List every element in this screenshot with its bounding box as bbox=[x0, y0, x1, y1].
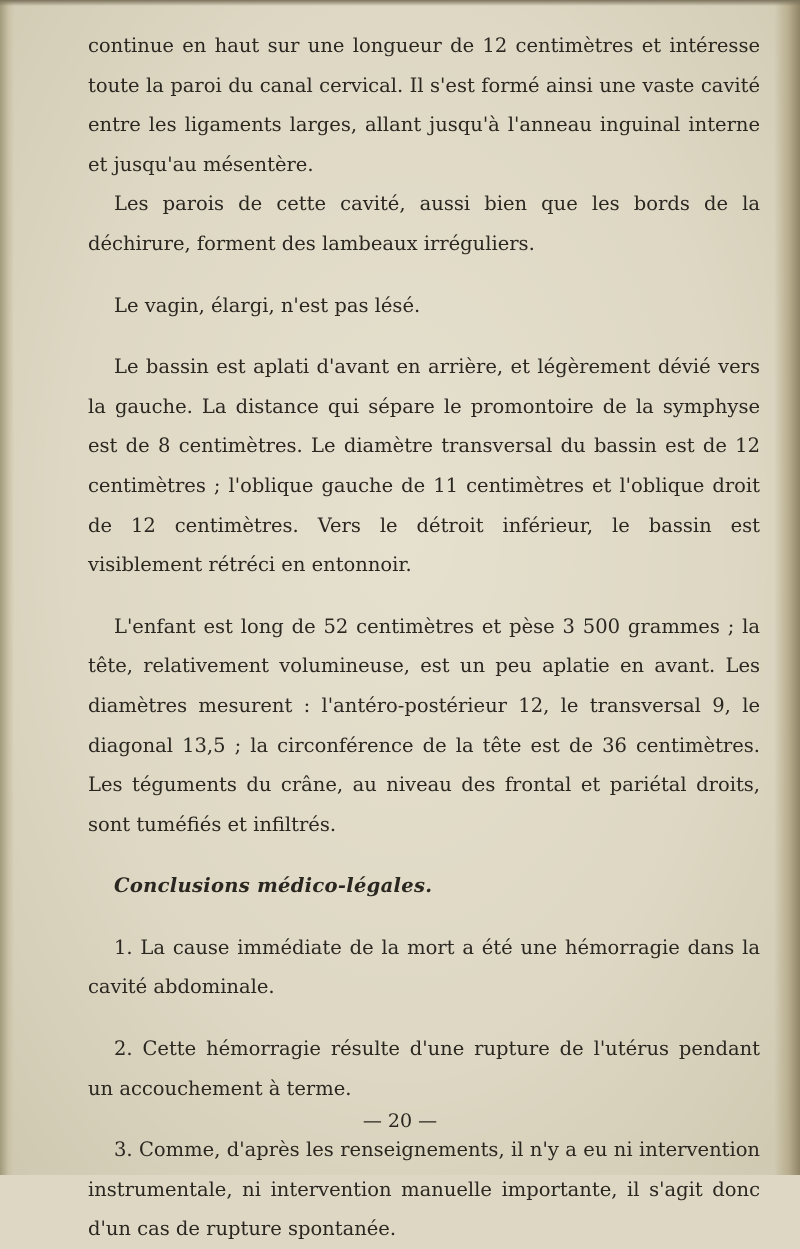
conclusion-item-1: 1. La cause immédiate de la mort a été une hémorragie dans la cavité abdominale. bbox=[88, 935, 760, 999]
conclusion-item-2: 2. Cette hémorragie résulte d'une rupture de l'utérus pendant un accouchement à terme. bbox=[88, 1037, 760, 1100]
conclusion-item-3: 3. Comme, d'après les renseignements, il n'y a eu ni intervention instrumentale, ni intervention manuelle importante, il s'agit donc d'un cas de rupture spontanée. bbox=[88, 1138, 760, 1241]
paragraph-cavity-walls: Les parois de cette cavité, aussi bien que les bords de la déchirure, forment des lambeaux irréguliers. bbox=[88, 192, 760, 255]
body-text bbox=[88, 26, 760, 1249]
paragraph-vagina: Le vagin, élargi, n'est pas lésé. bbox=[114, 293, 421, 317]
page-right-edge-shadow bbox=[774, 0, 800, 1175]
paragraph-continuation: continue en haut sur une longueur de 12 centimètres et intéresse toute la paroi du canal cervical. Il s'est formé ainsi une vaste cavité entre les ligaments larges, allant jusqu'à l'anneau inguinal interne et jusqu'au mésentère. bbox=[88, 34, 760, 176]
paragraph-pelvis: Le bassin est aplati d'avant en arrière, et légèrement dévié vers la gauche. La distance qui sépare le promontoire de la symphyse est de 8 centimètres. Le diamètre transversal du bassin est de 12 centimètres ; l'oblique gauche de 11 centimètres et l'oblique droit de 12 centimètres. Vers le détroit inférieur, le bassin est visiblement rétréci en entonnoir. bbox=[88, 355, 760, 577]
conclusions-heading: Conclusions médico-légales. bbox=[114, 874, 433, 898]
paragraph-child: L'enfant est long de 52 centimètres et pèse 3 500 grammes ; la tête, relativement volumineuse, est un peu aplatie en avant. Les diamètres mesurent : l'antéro-postérieur 12, le transversal 9, le diagonal 13,5 ; la circonférence de la tête est de 36 centimètres. Les téguments du crâne, au niveau des frontal et pariétal droits, sont tuméfiés et infiltrés. bbox=[88, 614, 760, 836]
page-left-edge-shadow bbox=[0, 0, 14, 1175]
page-top-edge-shadow bbox=[0, 0, 800, 6]
page-number: — 20 — bbox=[362, 1110, 438, 1132]
